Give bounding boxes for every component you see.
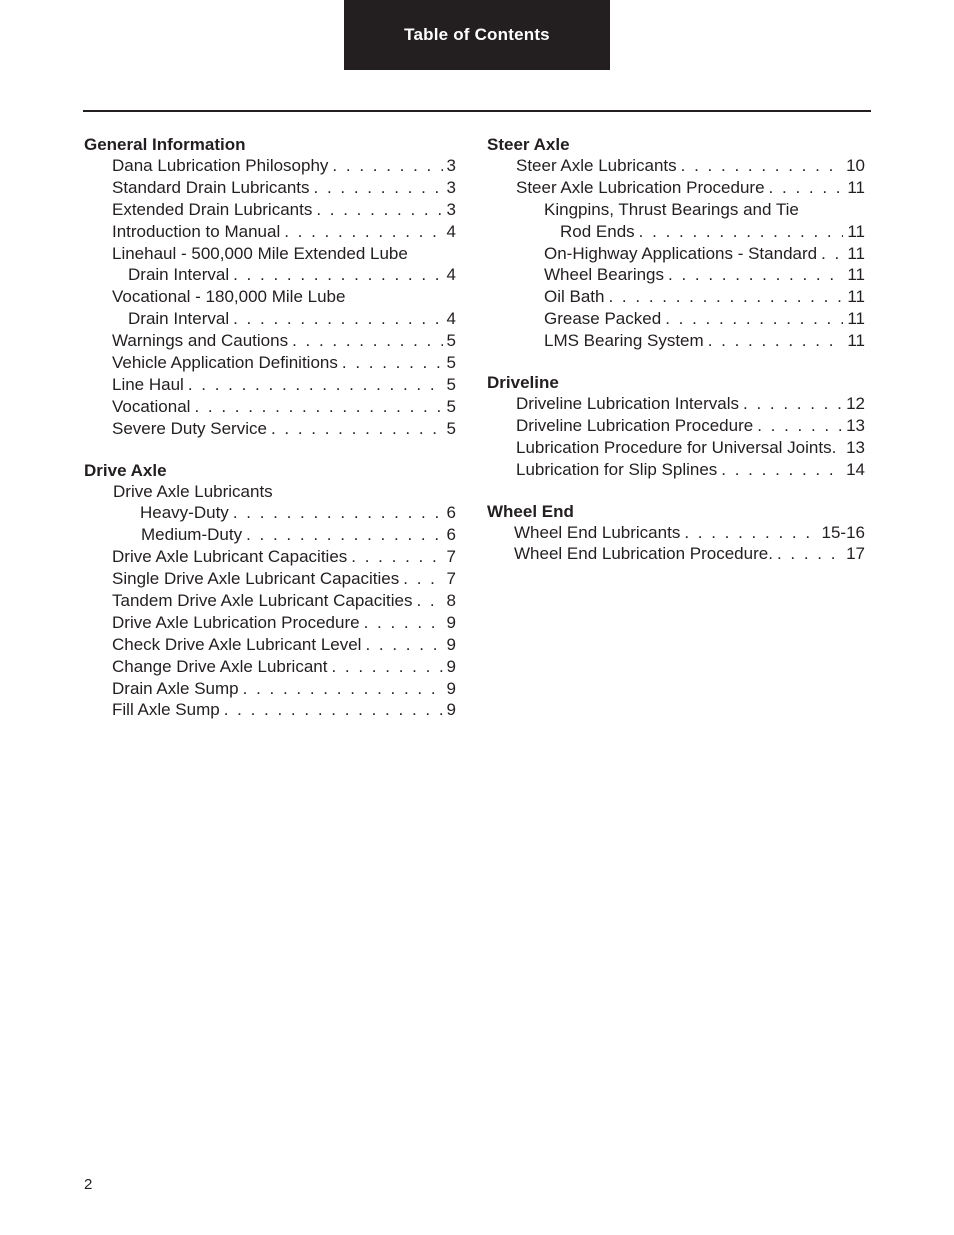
toc-entry-label: Driveline Lubrication Intervals: [516, 394, 739, 414]
toc-entry[interactable]: [84, 634, 456, 656]
toc-entry-label: Severe Duty Service: [112, 418, 267, 438]
toc-entry-page: 6: [446, 525, 456, 545]
toc-entry-label: Rod Ends: [560, 221, 635, 241]
toc-entry[interactable]: [487, 177, 865, 199]
toc-entry[interactable]: [487, 286, 865, 308]
toc-entry-label: Dana Lubrication Philosophy: [112, 156, 329, 175]
toc-entry-label: Linehaul - 500,000 Mile Extended Lube: [112, 243, 408, 263]
toc-entry-page: 9: [446, 678, 456, 698]
dot-leader: [757, 415, 842, 437]
toc-entry-page: 17: [846, 544, 865, 564]
toc-entry-label: Tandem Drive Axle Lubricant Capacities: [112, 591, 413, 611]
toc-section-general-information: [84, 134, 456, 440]
dot-leader: [233, 264, 442, 286]
dot-leader: [194, 396, 442, 418]
toc-entry[interactable]: [487, 415, 865, 437]
toc-entry[interactable]: [487, 243, 865, 265]
toc-entry-page: 6: [446, 503, 456, 523]
toc-entry-label: Drive Axle Lubricants: [113, 481, 273, 501]
toc-entry[interactable]: [84, 264, 456, 286]
toc-entry[interactable]: [84, 568, 456, 590]
dot-leader: [316, 199, 442, 221]
dot-leader: [271, 418, 443, 440]
toc-entry-page: 4: [446, 221, 456, 241]
toc-entry-page: 12: [846, 394, 865, 414]
toc-entry[interactable]: [487, 221, 865, 243]
toc-entry-label: Lubrication Procedure for Universal Joints.: [516, 437, 837, 457]
header-divider: [83, 110, 871, 112]
toc-entry-page: 4: [446, 265, 456, 285]
toc-entry-page: 11: [847, 265, 865, 285]
toc-entry[interactable]: [84, 199, 456, 221]
toc-entry-page: 7: [446, 569, 456, 589]
toc-entry-label: Vocational - 180,000 Mile Lube: [112, 287, 346, 307]
toc-entry[interactable]: [84, 418, 456, 440]
toc-entry-label: Fill Axle Sump: [112, 700, 220, 720]
dot-leader: [233, 308, 442, 330]
dot-leader: [708, 330, 844, 352]
toc-entry-label: Wheel End Lubrication Procedure.: [514, 544, 773, 564]
dot-leader: [821, 243, 843, 265]
toc-section-wheel-end: [487, 501, 865, 566]
dot-leader: [769, 177, 844, 199]
dot-leader: [233, 502, 443, 524]
dot-leader: [665, 308, 843, 330]
toc-entry-label: Drive Axle Lubricant Capacities: [112, 547, 348, 567]
dot-leader: [777, 543, 842, 565]
toc-entry-page: 8: [446, 591, 456, 611]
dot-leader: [364, 612, 443, 634]
dot-leader: [840, 437, 842, 459]
toc-entry[interactable]: [84, 177, 456, 199]
toc-entry[interactable]: [84, 396, 456, 418]
dot-leader: [743, 393, 842, 415]
toc-entry-page: 11: [847, 287, 865, 307]
toc-entry-label: Drive Axle Lubrication Procedure: [112, 612, 360, 632]
toc-entry-page: 15-16: [821, 522, 865, 542]
toc-entry-label: Single Drive Axle Lubricant Capacities: [112, 569, 400, 589]
toc-entry-page: 5: [446, 331, 456, 351]
toc-entry-page: 9: [446, 612, 456, 632]
toc-entry-page: 3: [446, 156, 456, 175]
toc-entry[interactable]: [84, 612, 456, 634]
page-title: Table of Contents: [404, 25, 550, 44]
dot-leader: [292, 330, 442, 352]
toc-entry[interactable]: [84, 699, 456, 721]
dot-leader: [224, 699, 443, 721]
toc-entry-label: Warnings and Cautions: [112, 331, 289, 351]
toc-entry-label: Heavy-Duty: [140, 503, 229, 523]
dot-leader: [639, 221, 844, 243]
dot-leader: [351, 546, 442, 568]
toc-entry-label: Grease Packed: [544, 309, 662, 329]
section-heading: Wheel End: [487, 501, 574, 521]
toc-entry[interactable]: [487, 437, 865, 459]
toc-entry[interactable]: [84, 524, 456, 546]
toc-entry[interactable]: [487, 459, 865, 481]
section-heading: General Information: [84, 135, 246, 154]
dot-leader: [684, 522, 817, 544]
toc-entry[interactable]: [84, 481, 456, 503]
toc-entry-page: 11: [847, 309, 865, 329]
toc-right-column: [487, 134, 865, 585]
toc-entry-label: Lubrication for Slip Splines: [516, 459, 718, 479]
toc-entry-page: 14: [846, 459, 865, 479]
toc-section-driveline: [487, 372, 865, 481]
toc-entry[interactable]: [487, 393, 865, 415]
table-of-contents-tab: [344, 0, 610, 70]
toc-entry-label: Vehicle Application Definitions: [112, 353, 338, 373]
toc-entry-page: 5: [446, 374, 456, 394]
toc-entry-label: Drain Axle Sump: [112, 678, 239, 698]
toc-entry-page: 7: [446, 547, 456, 567]
dot-leader: [608, 286, 843, 308]
toc-entry-page: 11: [847, 243, 865, 263]
toc-entry[interactable]: [84, 374, 456, 396]
section-heading: Driveline: [487, 373, 559, 393]
toc-entry[interactable]: [84, 352, 456, 374]
toc-entry[interactable]: [84, 590, 456, 612]
toc-entry[interactable]: [487, 199, 865, 221]
toc-entry-page: 11: [847, 331, 865, 351]
dot-leader: [243, 678, 443, 700]
toc-entry[interactable]: [84, 286, 456, 308]
dot-leader: [332, 155, 442, 177]
toc-entry[interactable]: [84, 243, 456, 265]
toc-entry-label: Medium-Duty: [141, 525, 243, 545]
toc-entry-label: Oil Bath: [544, 287, 605, 307]
toc-entry[interactable]: [487, 330, 865, 352]
toc-entry-page: 3: [446, 199, 456, 219]
toc-entry[interactable]: [84, 546, 456, 568]
toc-entry-label: Wheel End Lubricants: [514, 522, 681, 542]
toc-entry-page: 9: [446, 634, 456, 654]
toc-entry[interactable]: [84, 656, 456, 678]
toc-entry[interactable]: [84, 678, 456, 700]
toc-entry-label: Change Drive Axle Lubricant: [112, 656, 328, 676]
toc-entry-label: On-Highway Applications - Standard: [544, 243, 818, 263]
page-number: 2: [84, 1176, 93, 1193]
dot-leader: [331, 656, 442, 678]
toc-left-column: [84, 134, 456, 741]
toc-entry-label: Wheel Bearings: [544, 265, 665, 285]
toc-section-drive-axle: [84, 460, 456, 722]
toc-entry-page: 11: [847, 177, 865, 197]
toc-entry-label: Driveline Lubrication Procedure: [516, 415, 754, 435]
dot-leader: [721, 459, 842, 481]
dot-leader: [365, 634, 442, 656]
dot-leader: [681, 155, 842, 177]
section-heading: Drive Axle: [84, 460, 167, 480]
toc-entry-label: Check Drive Axle Lubricant Level: [112, 634, 362, 654]
toc-entry-label: Drain Interval: [128, 265, 230, 285]
toc-entry[interactable]: [487, 155, 865, 177]
toc-entry[interactable]: [84, 330, 456, 352]
toc-entry[interactable]: [84, 308, 456, 330]
toc-entry-page: 10: [846, 156, 865, 175]
toc-section-steer-axle: [487, 134, 865, 352]
dot-leader: [246, 524, 442, 546]
toc-entry-label: Vocational: [112, 396, 191, 416]
dot-leader: [188, 374, 443, 396]
toc-entry[interactable]: [487, 308, 865, 330]
toc-entry-page: 5: [446, 418, 456, 438]
toc-entry-page: 13: [846, 415, 865, 435]
toc-entry-label: Extended Drain Lubricants: [112, 199, 313, 219]
toc-entry[interactable]: [84, 221, 456, 243]
toc-entry[interactable]: [487, 522, 865, 544]
toc-entry-label: Steer Axle Lubricants: [516, 156, 677, 175]
dot-leader: [314, 177, 443, 199]
toc-entry-page: 4: [446, 309, 456, 329]
toc-entry-label: LMS Bearing System: [544, 331, 704, 351]
toc-entry[interactable]: [487, 543, 865, 565]
toc-entry-page: 9: [446, 700, 456, 720]
toc-entry-page: 5: [446, 396, 456, 416]
toc-entry-page: 3: [446, 177, 456, 197]
toc-entry-label: Kingpins, Thrust Bearings and Tie: [544, 199, 799, 219]
toc-entry[interactable]: [487, 264, 865, 286]
dot-leader: [342, 352, 443, 374]
toc-entry[interactable]: [84, 502, 456, 524]
toc-entry-page: 9: [446, 656, 456, 676]
toc-entry-label: Line Haul: [112, 374, 184, 394]
toc-entry-page: 13: [846, 437, 865, 457]
dot-leader: [416, 590, 442, 612]
dot-leader: [284, 221, 442, 243]
toc-entry[interactable]: [84, 155, 456, 177]
toc-entry-label: Steer Axle Lubrication Procedure: [516, 177, 765, 197]
toc-entry-page: 11: [847, 221, 865, 241]
toc-entry-label: Drain Interval: [128, 309, 230, 329]
toc-entry-label: Standard Drain Lubricants: [112, 177, 310, 197]
dot-leader: [403, 568, 442, 590]
toc-entry-label: Introduction to Manual: [112, 221, 281, 241]
toc-entry-page: 5: [446, 353, 456, 373]
dot-leader: [668, 264, 843, 286]
section-heading: Steer Axle: [487, 135, 570, 154]
